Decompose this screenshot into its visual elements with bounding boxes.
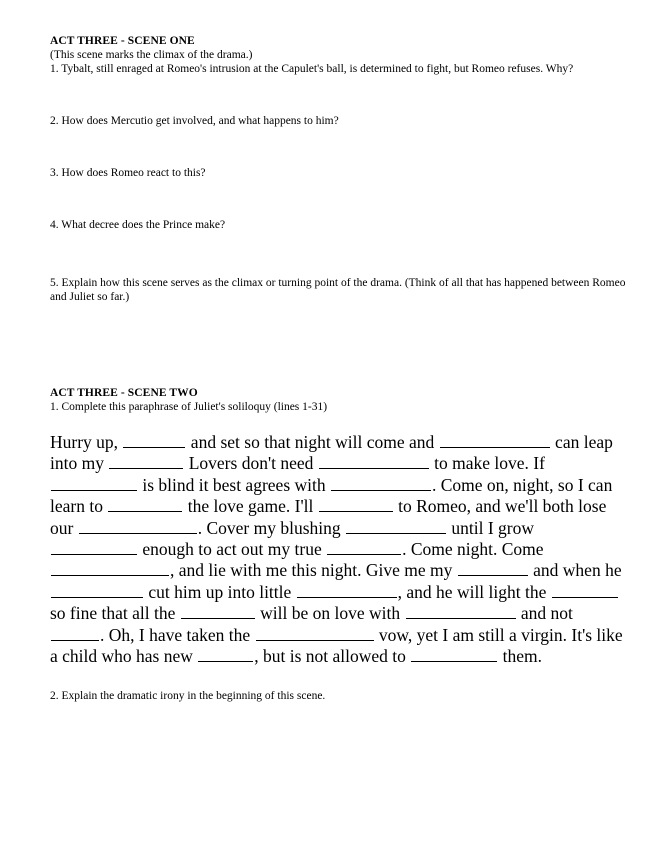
blank-15[interactable]	[51, 584, 143, 598]
scene-one-question-5: 5. Explain how this scene serves as the climax or turning point of the drama. (Think of all that has happened between Romeo and Juliet so far.)	[50, 277, 626, 303]
scene-one-question-1: 1. Tybalt, still enraged at Romeo's intrusion at the Capulet's ball, is determined to fight, but Romeo refuses. Why?	[50, 63, 574, 75]
paraphrase-text-17: so fine that all the	[50, 603, 176, 624]
blank-17[interactable]	[552, 584, 618, 598]
answer-space-4	[50, 232, 628, 276]
paraphrase-text-0: Hurry up,	[50, 432, 119, 452]
paraphrase-fill-in-blanks	[50, 432, 625, 667]
blank-20[interactable]	[51, 627, 99, 641]
paraphrase-text-21: vow, yet I am still a virgin. It's like a child who has new	[50, 624, 623, 667]
paraphrase-text-12: . Come night. Come	[402, 539, 544, 560]
scene-two-question-2: 2. Explain the dramatic irony in the beginning of this scene.	[50, 690, 326, 703]
paraphrase-text-19: and not	[520, 603, 573, 624]
blank-13[interactable]	[51, 562, 169, 576]
blank-10[interactable]	[346, 520, 446, 534]
blank-14[interactable]	[458, 562, 528, 576]
paraphrase-text-4: to make love. If	[434, 453, 545, 474]
paraphrase-text-14: and when he	[533, 560, 622, 581]
blank-18[interactable]	[181, 605, 255, 619]
paraphrase-text-5: is blind it best agrees with	[142, 474, 326, 495]
blank-22[interactable]	[198, 648, 253, 662]
scene-two-question-1: 1. Complete this paraphrase of Juliet's soliloquy (lines 1-31)	[50, 401, 328, 413]
paraphrase-text-6: . Come on, night, so I can learn to	[50, 474, 613, 517]
blank-4[interactable]	[319, 455, 429, 469]
paraphrase-text-3: Lovers don't need	[188, 453, 314, 474]
blank-2[interactable]	[440, 434, 550, 448]
blank-23[interactable]	[411, 648, 497, 662]
document-content	[50, 34, 628, 703]
paraphrase-text-8: to Romeo, and we'll both lose our	[50, 496, 607, 538]
blank-1[interactable]	[123, 434, 185, 448]
scene-one-note: (This scene marks the climax of the drama.)	[50, 49, 253, 61]
scene-one-question-3: 3. How does Romeo react to this?	[50, 167, 206, 179]
paraphrase-text-1: and set so that night will come and	[190, 432, 435, 452]
answer-space-5	[50, 304, 628, 386]
blank-19[interactable]	[406, 605, 516, 619]
paraphrase-text-23: them.	[502, 646, 543, 667]
blank-3[interactable]	[109, 455, 183, 469]
paraphrase-text-16: , and he will light the	[397, 581, 547, 602]
paraphrase-text-20: . Oh, I have taken the	[100, 624, 251, 645]
blank-8[interactable]	[319, 498, 393, 512]
paraphrase-text-13: , and lie with me this night. Give me my	[170, 560, 453, 581]
blank-12[interactable]	[327, 541, 401, 555]
paraphrase-text-22: , but is not allowed to	[254, 646, 406, 667]
answer-space-3	[50, 180, 628, 218]
blank-9[interactable]	[79, 520, 197, 534]
blank-16[interactable]	[297, 584, 397, 598]
answer-space-2	[50, 128, 628, 166]
blank-7[interactable]	[108, 498, 182, 512]
paraphrase-text-18: will be on love with	[260, 603, 401, 624]
blank-6[interactable]	[331, 477, 431, 491]
paraphrase-text-9: . Cover my blushing	[197, 517, 341, 538]
paraphrase-text-2: can leap into my	[50, 432, 613, 474]
paraphrase-text-10: until I grow	[451, 517, 535, 538]
blank-5[interactable]	[51, 477, 137, 491]
paraphrase-text-7: the love game. I'll	[187, 496, 314, 517]
scene-one-question-2: 2. How does Mercutio get involved, and what happens to him?	[50, 115, 339, 127]
scene-one-heading: ACT THREE - SCENE ONE	[50, 35, 195, 47]
answer-space-1	[50, 76, 628, 114]
scene-one-question-4: 4. What decree does the Prince make?	[50, 219, 226, 231]
paraphrase-text-15: cut him up into little	[148, 581, 292, 602]
scene-two-heading: ACT THREE - SCENE TWO	[50, 387, 198, 399]
blank-11[interactable]	[51, 541, 137, 555]
blank-21[interactable]	[256, 627, 374, 641]
paraphrase-text-11: enough to act out my true	[142, 539, 322, 560]
